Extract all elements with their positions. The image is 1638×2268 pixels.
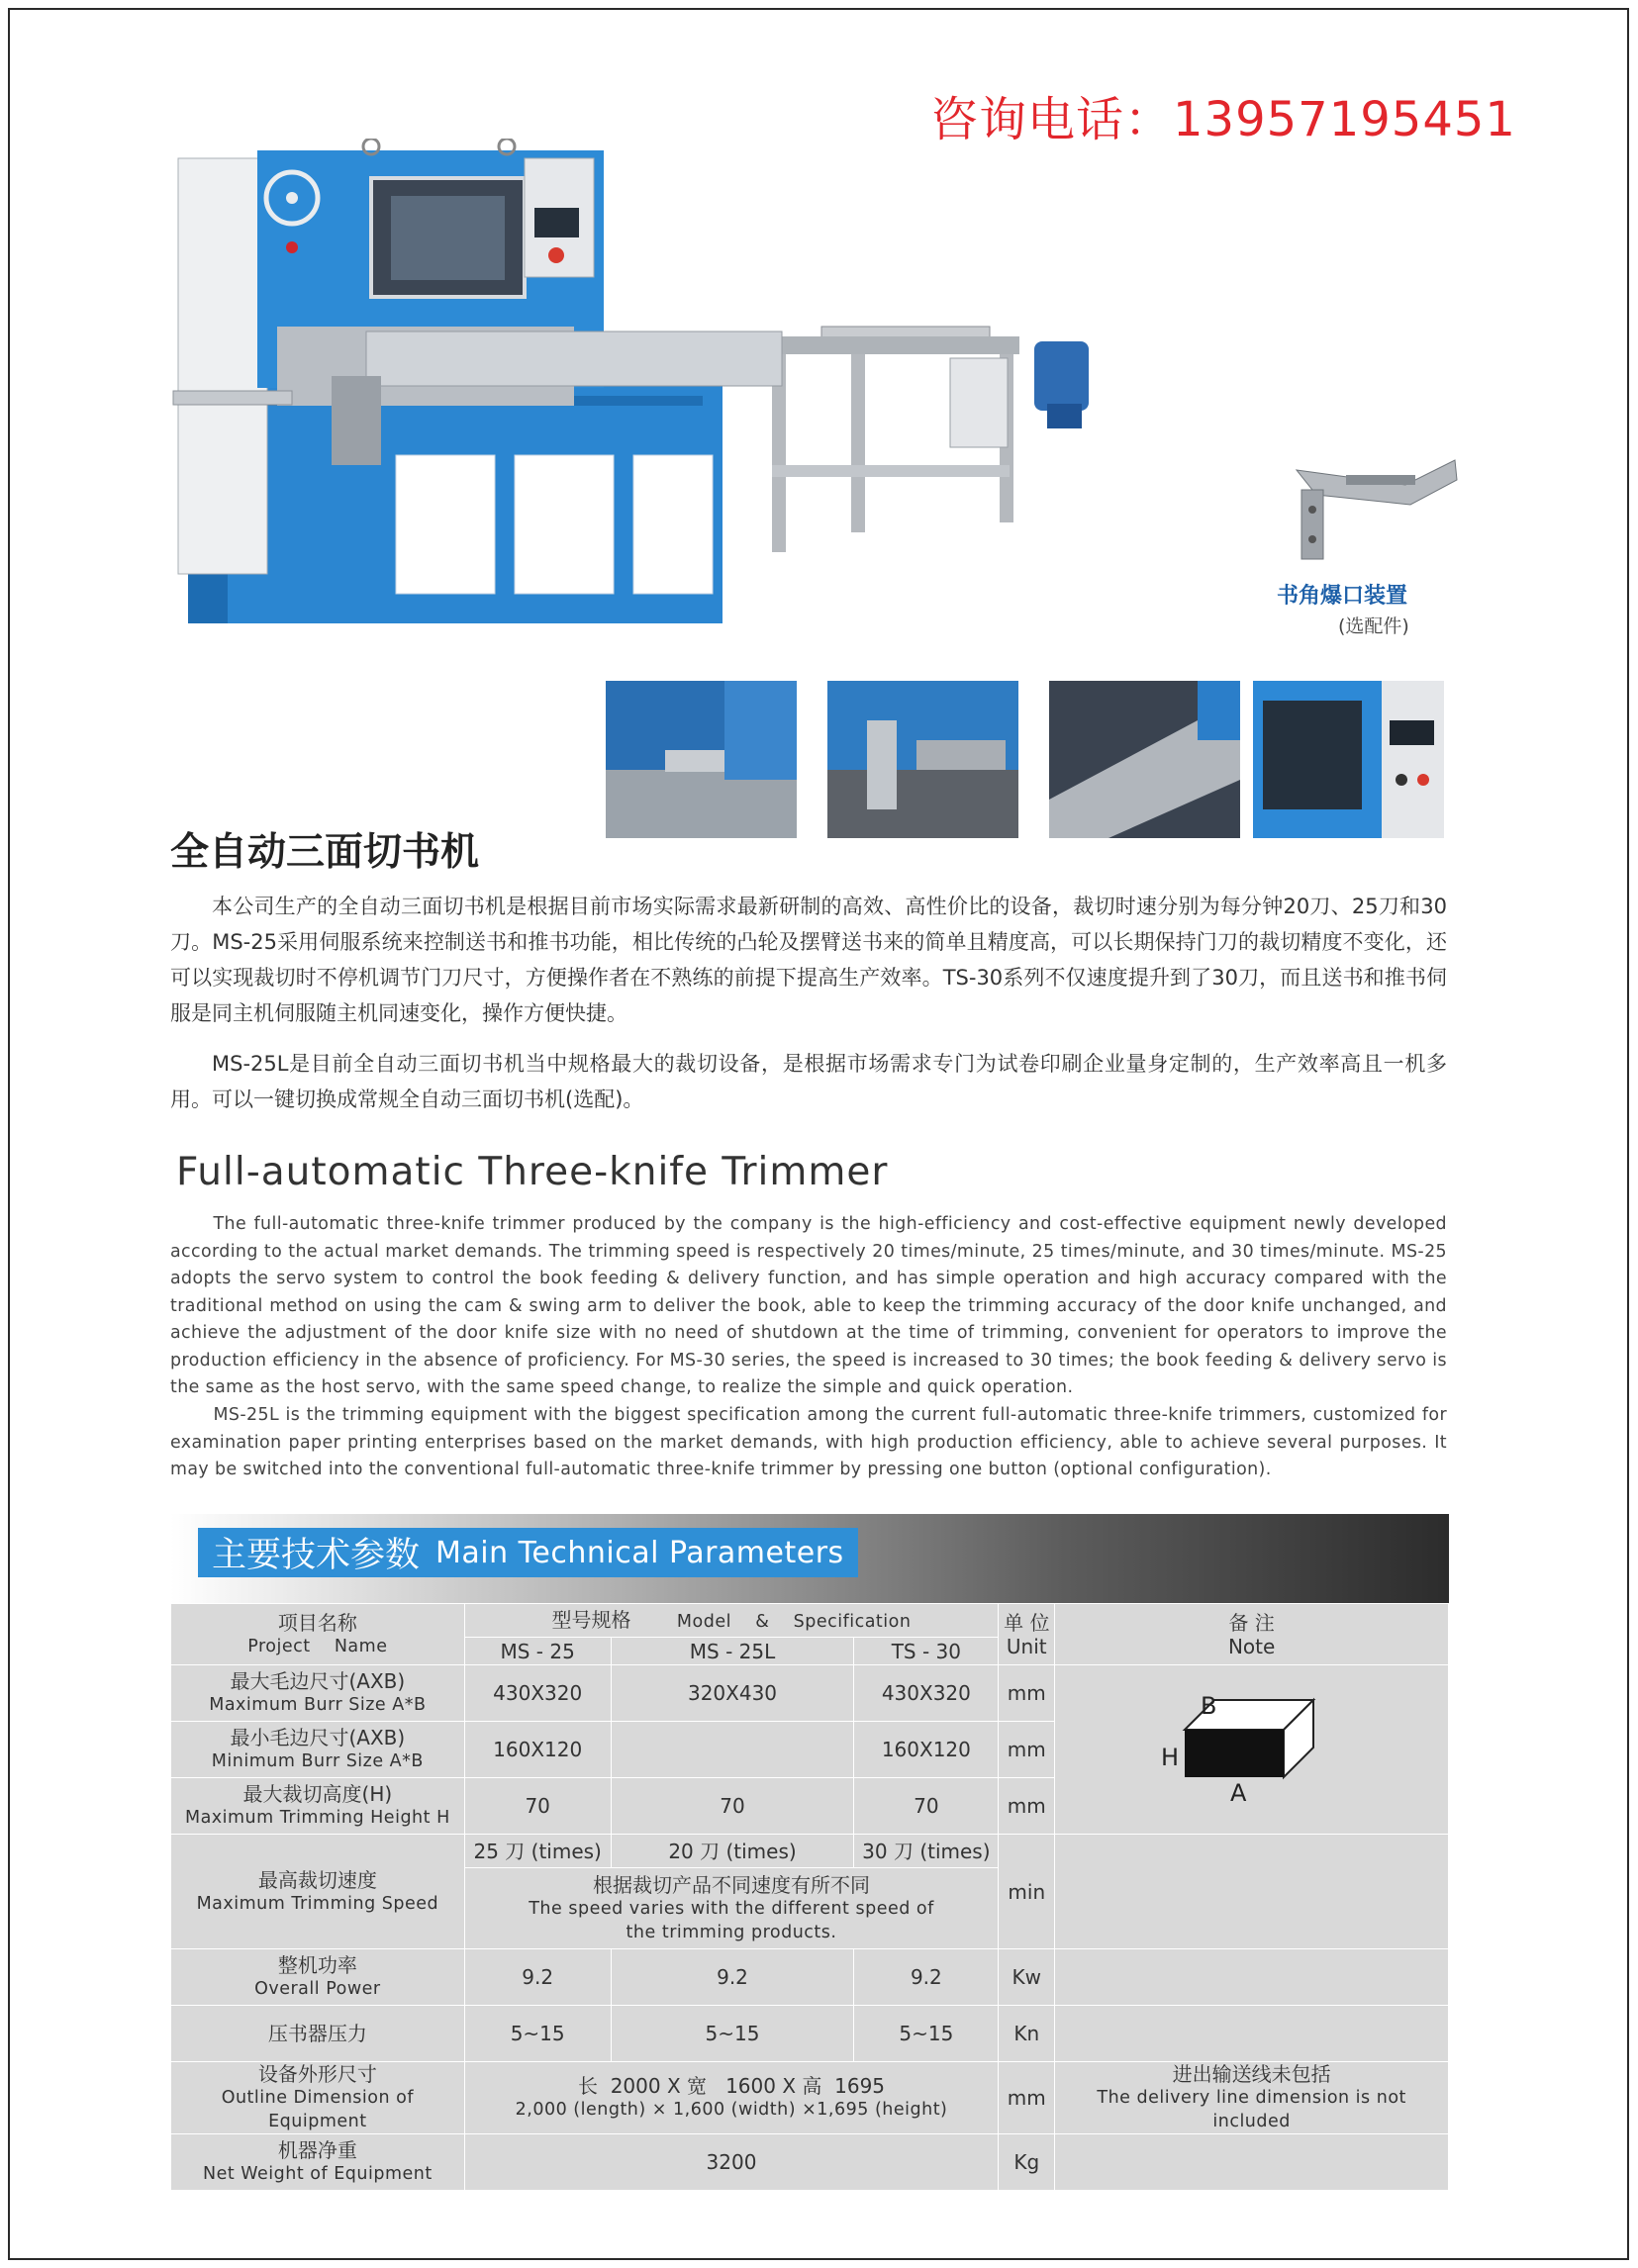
table-row: 设备外形尺寸 Outline Dimension of Equipment 长 2000 X 宽 1600 X 高 1695 2,000 (length) × 1,600 (width) ×1,695 (height) mm 进出输送线未包括 The delivery line dimension is not included <box>171 2062 1449 2134</box>
thumbnail-1 <box>606 681 797 838</box>
burr-size-diagram <box>1143 1688 1361 1807</box>
size-diagram-cell <box>1055 1665 1449 1835</box>
table-row: 最小毛边尺寸(AXB) Minimum Burr Size A*B 160X120 160X120 mm <box>171 1722 1449 1778</box>
accessory-title: 书角爆口装置 <box>1277 584 1408 609</box>
parameters-title <box>198 1528 858 1577</box>
parameters-title-cn: 主要技术参数 <box>212 1536 421 1575</box>
diagram-label-h: H <box>1160 1743 1179 1771</box>
trimmer-machine-image <box>168 139 1108 673</box>
model-ms25: MS - 25 <box>464 1638 611 1665</box>
table-row: 最大毛边尺寸(AXB) Maximum Burr Size A*B 430X320 320X430 430X320 mm B H A <box>171 1665 1449 1722</box>
paragraph-en-1: The full-automatic three-knife trimmer produced by the company is the high-efficiency and cost-effective equipment newly developed according to the actual market demands. The trimming speed is respectively 20 times/minute, 25 times/minute, and 30 times/minute. MS-25 adopts the servo system to control the book feeding & delivery function, and has simple operation and high accuracy compared with the traditional method on using the cam & swing arm to deliver the book, able to keep the trimming accuracy of the door knife unchanged, and achieve the adjustment of the door knife size with no need of shutdown at the time of trimming, convenient for operators to improve the production efficiency in the absence of proficiency. For MS-30 series, the speed is increased to 30 times; the book feeding & delivery servo is the same as the host servo, with the same speed change, to realize the simple and quick operation. <box>170 1214 1447 1397</box>
title-english: Full-automatic Three-knife Trimmer <box>176 1150 889 1194</box>
parameters-header <box>170 1514 1449 1603</box>
diagram-label-a: A <box>1229 1778 1247 1807</box>
consult-phone: 咨询电话：13957195451 <box>930 92 1516 147</box>
diagram-label-b: B <box>1200 1691 1217 1720</box>
table-row: 机器净重 Net Weight of Equipment 3200 Kg <box>171 2134 1449 2191</box>
paragraph-cn-1: 本公司生产的全自动三面切书机是根据目前市场实际需求最新研制的高效、高性价比的设备，裁切时速分别为每分钟20刀、25刀和30刀。MS-25采用伺服系统来控制送书和推书功能，相比传统的凸轮及摆臂送书来的简单且精度高，可以长期保持门刀的裁切精度不变化，还可以实现裁切时不停机调节门刀尺寸，方便操作者在不熟练的前提下提高生产效率。TS-30系列不仅速度提升到了30刀，而且送书和推书伺服是同主机伺服随主机同速变化，操作方便快捷。 <box>170 895 1447 1025</box>
paragraph-en-2: MS-25L is the trimming equipment with the biggest specification among the current full-automatic three-knife trimmers, customized for examination paper printing enterprises based on the market demands, with high production efficiency, able to achieve several purposes. It may be switched into the conventional full-automatic three-knife trimmer by pressing one button (optional configuration). <box>170 1405 1447 1479</box>
model-ms25l: MS - 25L <box>611 1638 854 1665</box>
parameters-table <box>170 1603 1449 2191</box>
table-row: 根据裁切产品不同速度有所不同 The speed varies with the different speed of the trimming products. <box>171 1868 1449 1949</box>
table-row: 整机功率 Overall Power 9.2 9.2 9.2 Kw <box>171 1949 1449 2006</box>
thumbnail-2 <box>827 681 1018 838</box>
thumbnail-4 <box>1253 681 1444 838</box>
header-project: 项目名称 Project Name <box>171 1604 465 1665</box>
title-chinese: 全自动三面切书机 <box>170 830 480 875</box>
table-row: 压书器压力 5~15 5~15 5~15 Kn <box>171 2006 1449 2062</box>
table-row: 最大裁切高度(H) Maximum Trimming Height H 70 70 70 mm <box>171 1778 1449 1835</box>
book-corner-device-image <box>1287 450 1460 564</box>
paragraph-cn-2: MS-25L是目前全自动三面切书机当中规格最大的裁切设备，是根据市场需求专门为试卷印刷企业量身定制的，生产效率高且一机多用。可以一键切换成常规全自动三面切书机(选配)。 <box>170 1052 1447 1111</box>
parameters-title-en: Main Technical Parameters <box>435 1535 844 1570</box>
table-row: 最高裁切速度 Maximum Trimming Speed 25 刀 (times) 20 刀 (times) 30 刀 (times) min <box>171 1835 1449 1868</box>
model-ts30: TS - 30 <box>854 1638 999 1665</box>
header-model: 型号规格 Model & Specification <box>464 1604 999 1638</box>
thumbnail-3 <box>1049 681 1240 838</box>
accessory-subtitle: (选配件) <box>1338 615 1409 637</box>
header-unit: 单 位 Unit <box>999 1604 1055 1665</box>
table-header-row <box>171 1604 1449 1638</box>
header-note: 备 注 Note <box>1055 1604 1449 1665</box>
